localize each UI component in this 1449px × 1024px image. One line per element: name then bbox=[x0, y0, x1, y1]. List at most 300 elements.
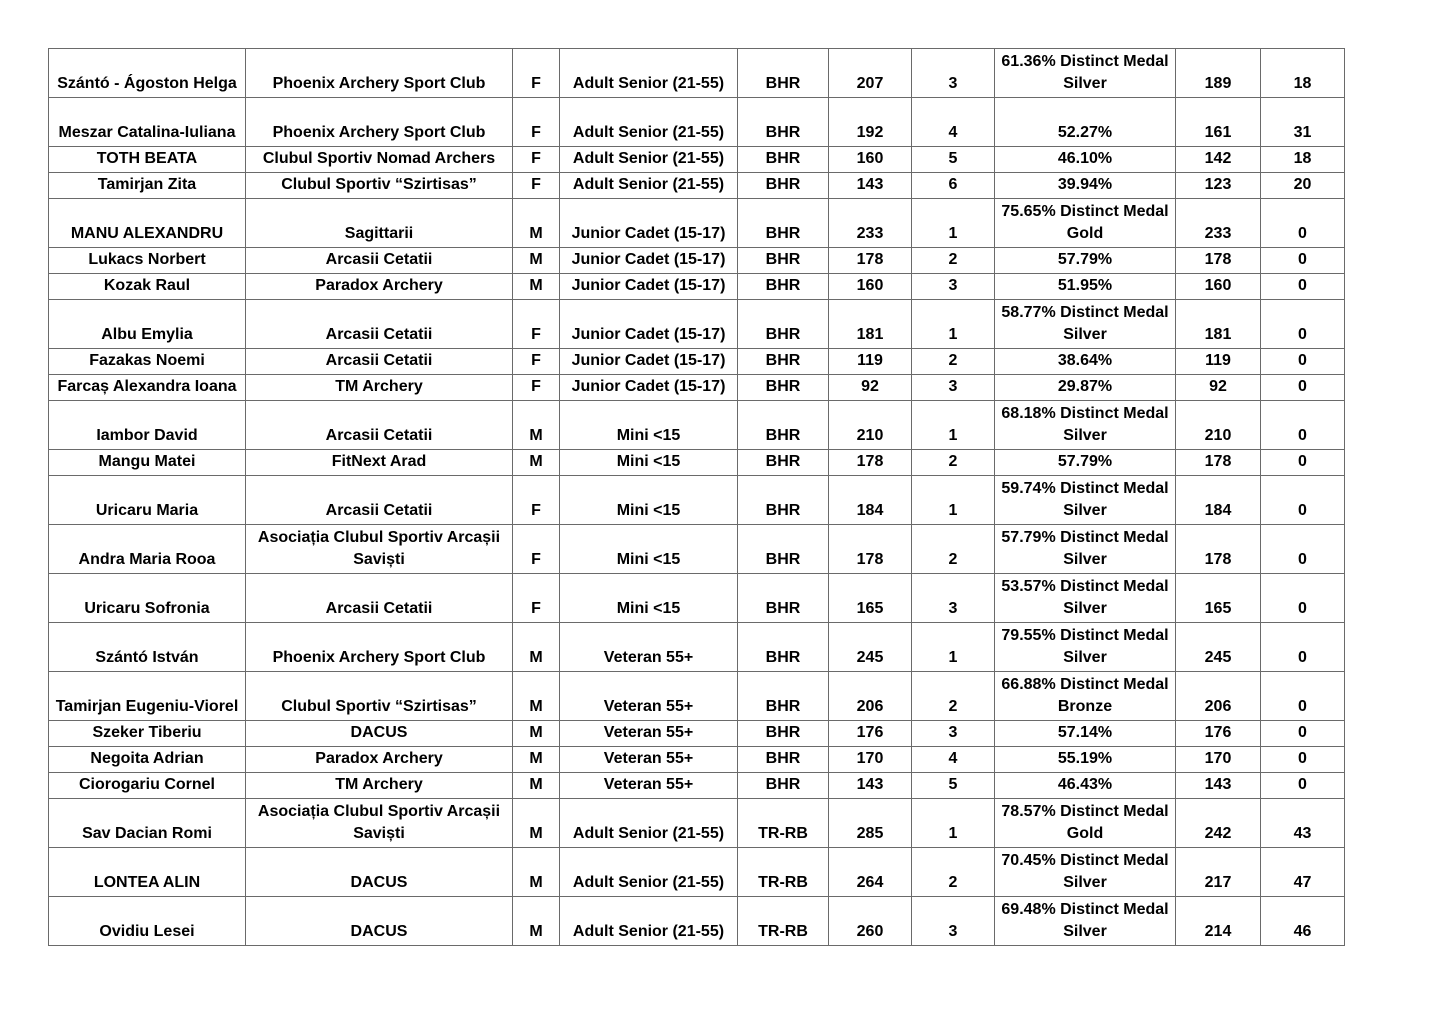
total-cell: 161 bbox=[1176, 98, 1261, 147]
bow-type-cell: BHR bbox=[738, 672, 829, 721]
place-cell: 1 bbox=[912, 199, 995, 248]
gender-cell: M bbox=[513, 199, 560, 248]
club-line: Paradox Archery bbox=[315, 277, 443, 294]
bow-type-cell: BHR bbox=[738, 49, 829, 98]
result-line: Bronze bbox=[1057, 698, 1113, 715]
athlete-name-cell: Negoita Adrian bbox=[49, 747, 246, 773]
table-row bbox=[49, 476, 1345, 525]
score-cell: 210 bbox=[829, 401, 912, 450]
club-cell bbox=[246, 721, 513, 747]
club-cell bbox=[246, 300, 513, 349]
bow-type-cell: BHR bbox=[738, 173, 829, 199]
result-line: 57.14% bbox=[1057, 724, 1113, 741]
total-cell: 242 bbox=[1176, 799, 1261, 848]
table-row bbox=[49, 897, 1345, 946]
result-cell bbox=[995, 747, 1176, 773]
club-line: Phoenix Archery Sport Club bbox=[272, 75, 486, 92]
athlete-name-cell: Mangu Matei bbox=[49, 450, 246, 476]
difference-cell: 31 bbox=[1261, 98, 1345, 147]
bow-type-cell: TR-RB bbox=[738, 799, 829, 848]
total-cell: 170 bbox=[1176, 747, 1261, 773]
athlete-name-cell: Fazakas Noemi bbox=[49, 349, 246, 375]
bow-type-cell: BHR bbox=[738, 450, 829, 476]
result-line: 46.10% bbox=[1057, 150, 1113, 167]
total-cell: 178 bbox=[1176, 525, 1261, 574]
gender-cell: M bbox=[513, 672, 560, 721]
club-line: Saviști bbox=[353, 825, 405, 842]
total-cell: 181 bbox=[1176, 300, 1261, 349]
results-table bbox=[48, 48, 1345, 946]
bow-type-cell: BHR bbox=[738, 476, 829, 525]
place-cell: 2 bbox=[912, 349, 995, 375]
bow-type-cell: BHR bbox=[738, 773, 829, 799]
gender-cell: M bbox=[513, 773, 560, 799]
club-cell bbox=[246, 349, 513, 375]
place-cell: 3 bbox=[912, 49, 995, 98]
total-cell: 206 bbox=[1176, 672, 1261, 721]
athlete-name-cell: Meszar Catalina-Iuliana bbox=[49, 98, 246, 147]
athlete-name-cell: Iambor David bbox=[49, 401, 246, 450]
bow-type-cell: BHR bbox=[738, 199, 829, 248]
score-cell: 178 bbox=[829, 248, 912, 274]
result-line: 29.87% bbox=[1057, 378, 1113, 395]
result-line: Silver bbox=[1063, 923, 1107, 940]
total-cell: 176 bbox=[1176, 721, 1261, 747]
difference-cell: 0 bbox=[1261, 672, 1345, 721]
place-cell: 1 bbox=[912, 623, 995, 672]
result-cell bbox=[995, 49, 1176, 98]
total-cell: 233 bbox=[1176, 199, 1261, 248]
gender-cell: M bbox=[513, 747, 560, 773]
place-cell: 2 bbox=[912, 450, 995, 476]
category-cell: Adult Senior (21-55) bbox=[560, 848, 738, 897]
table-row bbox=[49, 721, 1345, 747]
bow-type-cell: BHR bbox=[738, 375, 829, 401]
club-line: Clubul Sportiv Nomad Archers bbox=[262, 150, 496, 167]
result-line: Silver bbox=[1063, 874, 1107, 891]
table-row bbox=[49, 173, 1345, 199]
club-line: Sagittarii bbox=[344, 225, 414, 242]
score-cell: 165 bbox=[829, 574, 912, 623]
club-cell bbox=[246, 476, 513, 525]
gender-cell: F bbox=[513, 98, 560, 147]
difference-cell: 0 bbox=[1261, 747, 1345, 773]
result-line: 55.19% bbox=[1057, 750, 1113, 767]
bow-type-cell: BHR bbox=[738, 401, 829, 450]
result-cell bbox=[995, 147, 1176, 173]
gender-cell: F bbox=[513, 173, 560, 199]
score-cell: 264 bbox=[829, 848, 912, 897]
club-cell bbox=[246, 248, 513, 274]
category-cell: Veteran 55+ bbox=[560, 672, 738, 721]
place-cell: 6 bbox=[912, 173, 995, 199]
category-cell: Junior Cadet (15-17) bbox=[560, 375, 738, 401]
place-cell: 2 bbox=[912, 525, 995, 574]
difference-cell: 0 bbox=[1261, 401, 1345, 450]
score-cell: 181 bbox=[829, 300, 912, 349]
club-cell bbox=[246, 401, 513, 450]
gender-cell: F bbox=[513, 147, 560, 173]
difference-cell: 0 bbox=[1261, 450, 1345, 476]
gender-cell: M bbox=[513, 799, 560, 848]
category-cell: Adult Senior (21-55) bbox=[560, 98, 738, 147]
score-cell: 178 bbox=[829, 525, 912, 574]
club-line: Paradox Archery bbox=[315, 750, 443, 767]
category-cell: Junior Cadet (15-17) bbox=[560, 300, 738, 349]
gender-cell: F bbox=[513, 49, 560, 98]
place-cell: 1 bbox=[912, 300, 995, 349]
result-line: 66.88% Distinct Medal bbox=[1001, 676, 1169, 693]
bow-type-cell: BHR bbox=[738, 747, 829, 773]
athlete-name-cell: LONTEA ALIN bbox=[49, 848, 246, 897]
difference-cell: 0 bbox=[1261, 375, 1345, 401]
club-cell bbox=[246, 773, 513, 799]
score-cell: 178 bbox=[829, 450, 912, 476]
result-cell bbox=[995, 98, 1176, 147]
result-cell bbox=[995, 375, 1176, 401]
difference-cell: 0 bbox=[1261, 773, 1345, 799]
score-cell: 160 bbox=[829, 147, 912, 173]
difference-cell: 18 bbox=[1261, 147, 1345, 173]
difference-cell: 0 bbox=[1261, 574, 1345, 623]
table-row bbox=[49, 747, 1345, 773]
score-cell: 184 bbox=[829, 476, 912, 525]
club-line: Arcasii Cetatii bbox=[325, 251, 433, 268]
bow-type-cell: BHR bbox=[738, 349, 829, 375]
club-line: Arcasii Cetatii bbox=[325, 502, 433, 519]
table-row bbox=[49, 799, 1345, 848]
gender-cell: M bbox=[513, 721, 560, 747]
category-cell: Adult Senior (21-55) bbox=[560, 147, 738, 173]
athlete-name-cell: Andra Maria Rooa bbox=[49, 525, 246, 574]
bow-type-cell: BHR bbox=[738, 574, 829, 623]
club-cell bbox=[246, 375, 513, 401]
club-cell bbox=[246, 450, 513, 476]
athlete-name-cell: Sav Dacian Romi bbox=[49, 799, 246, 848]
place-cell: 5 bbox=[912, 147, 995, 173]
gender-cell: F bbox=[513, 375, 560, 401]
result-cell bbox=[995, 623, 1176, 672]
bow-type-cell: BHR bbox=[738, 300, 829, 349]
bow-type-cell: TR-RB bbox=[738, 848, 829, 897]
total-cell: 142 bbox=[1176, 147, 1261, 173]
table-row bbox=[49, 375, 1345, 401]
result-line: 46.43% bbox=[1057, 776, 1113, 793]
result-cell bbox=[995, 574, 1176, 623]
club-cell bbox=[246, 147, 513, 173]
category-cell: Mini <15 bbox=[560, 476, 738, 525]
difference-cell: 0 bbox=[1261, 199, 1345, 248]
result-cell bbox=[995, 300, 1176, 349]
club-line: DACUS bbox=[350, 923, 408, 940]
athlete-name-cell: Szántó István bbox=[49, 623, 246, 672]
bow-type-cell: BHR bbox=[738, 721, 829, 747]
result-line: 38.64% bbox=[1057, 352, 1113, 369]
table-row bbox=[49, 147, 1345, 173]
place-cell: 1 bbox=[912, 799, 995, 848]
athlete-name-cell: Uricaru Sofronia bbox=[49, 574, 246, 623]
club-line: Asociația Clubul Sportiv Arcașii bbox=[257, 529, 501, 546]
score-cell: 160 bbox=[829, 274, 912, 300]
category-cell: Mini <15 bbox=[560, 525, 738, 574]
result-cell bbox=[995, 450, 1176, 476]
gender-cell: F bbox=[513, 525, 560, 574]
category-cell: Junior Cadet (15-17) bbox=[560, 248, 738, 274]
total-cell: 119 bbox=[1176, 349, 1261, 375]
score-cell: 176 bbox=[829, 721, 912, 747]
table-row bbox=[49, 848, 1345, 897]
bow-type-cell: BHR bbox=[738, 147, 829, 173]
gender-cell: M bbox=[513, 248, 560, 274]
result-line: 57.79% bbox=[1057, 251, 1113, 268]
athlete-name-cell: Lukacs Norbert bbox=[49, 248, 246, 274]
place-cell: 3 bbox=[912, 375, 995, 401]
place-cell: 3 bbox=[912, 274, 995, 300]
result-line: Gold bbox=[1066, 825, 1104, 842]
score-cell: 192 bbox=[829, 98, 912, 147]
club-cell bbox=[246, 574, 513, 623]
difference-cell: 0 bbox=[1261, 525, 1345, 574]
result-cell bbox=[995, 199, 1176, 248]
result-line: 69.48% Distinct Medal bbox=[1001, 901, 1169, 918]
table-row bbox=[49, 274, 1345, 300]
difference-cell: 0 bbox=[1261, 623, 1345, 672]
bow-type-cell: BHR bbox=[738, 623, 829, 672]
category-cell: Veteran 55+ bbox=[560, 747, 738, 773]
result-line: 79.55% Distinct Medal bbox=[1001, 627, 1169, 644]
athlete-name-cell: Szeker Tiberiu bbox=[49, 721, 246, 747]
table-row bbox=[49, 574, 1345, 623]
table-row bbox=[49, 98, 1345, 147]
category-cell: Mini <15 bbox=[560, 574, 738, 623]
result-line: 51.95% bbox=[1057, 277, 1113, 294]
result-line: Silver bbox=[1063, 75, 1107, 92]
place-cell: 4 bbox=[912, 98, 995, 147]
result-cell bbox=[995, 672, 1176, 721]
club-line: Arcasii Cetatii bbox=[325, 326, 433, 343]
club-line: Arcasii Cetatii bbox=[325, 600, 433, 617]
club-cell bbox=[246, 623, 513, 672]
result-line: Silver bbox=[1063, 551, 1107, 568]
table-row bbox=[49, 672, 1345, 721]
difference-cell: 0 bbox=[1261, 349, 1345, 375]
place-cell: 2 bbox=[912, 672, 995, 721]
total-cell: 165 bbox=[1176, 574, 1261, 623]
score-cell: 92 bbox=[829, 375, 912, 401]
result-line: Silver bbox=[1063, 600, 1107, 617]
club-cell bbox=[246, 799, 513, 848]
club-cell bbox=[246, 49, 513, 98]
category-cell: Adult Senior (21-55) bbox=[560, 49, 738, 98]
category-cell: Mini <15 bbox=[560, 401, 738, 450]
bow-type-cell: BHR bbox=[738, 274, 829, 300]
difference-cell: 46 bbox=[1261, 897, 1345, 946]
score-cell: 285 bbox=[829, 799, 912, 848]
gender-cell: F bbox=[513, 574, 560, 623]
result-line: 39.94% bbox=[1057, 176, 1113, 193]
difference-cell: 0 bbox=[1261, 248, 1345, 274]
difference-cell: 0 bbox=[1261, 300, 1345, 349]
result-line: 75.65% Distinct Medal bbox=[1001, 203, 1169, 220]
result-cell bbox=[995, 897, 1176, 946]
gender-cell: F bbox=[513, 476, 560, 525]
score-cell: 143 bbox=[829, 173, 912, 199]
result-cell bbox=[995, 173, 1176, 199]
category-cell: Mini <15 bbox=[560, 450, 738, 476]
athlete-name-cell: Ovidiu Lesei bbox=[49, 897, 246, 946]
category-cell: Adult Senior (21-55) bbox=[560, 173, 738, 199]
club-cell bbox=[246, 199, 513, 248]
table-row bbox=[49, 623, 1345, 672]
table-row bbox=[49, 49, 1345, 98]
club-line: TM Archery bbox=[335, 378, 423, 395]
total-cell: 217 bbox=[1176, 848, 1261, 897]
club-cell bbox=[246, 98, 513, 147]
result-line: 57.79% Distinct Medal bbox=[1001, 529, 1169, 546]
club-line: Saviști bbox=[353, 551, 405, 568]
total-cell: 178 bbox=[1176, 248, 1261, 274]
athlete-name-cell: MANU ALEXANDRU bbox=[49, 199, 246, 248]
result-cell bbox=[995, 773, 1176, 799]
table-row bbox=[49, 349, 1345, 375]
club-cell bbox=[246, 897, 513, 946]
results-body bbox=[49, 49, 1345, 946]
category-cell: Veteran 55+ bbox=[560, 721, 738, 747]
category-cell: Adult Senior (21-55) bbox=[560, 799, 738, 848]
table-row bbox=[49, 401, 1345, 450]
difference-cell: 0 bbox=[1261, 274, 1345, 300]
category-cell: Veteran 55+ bbox=[560, 623, 738, 672]
table-row bbox=[49, 450, 1345, 476]
difference-cell: 18 bbox=[1261, 49, 1345, 98]
total-cell: 210 bbox=[1176, 401, 1261, 450]
total-cell: 245 bbox=[1176, 623, 1261, 672]
athlete-name-cell: Albu Emylia bbox=[49, 300, 246, 349]
result-line: 59.74% Distinct Medal bbox=[1001, 480, 1169, 497]
result-cell bbox=[995, 274, 1176, 300]
result-cell bbox=[995, 848, 1176, 897]
total-cell: 143 bbox=[1176, 773, 1261, 799]
athlete-name-cell: Ciorogariu Cornel bbox=[49, 773, 246, 799]
club-cell bbox=[246, 747, 513, 773]
score-cell: 233 bbox=[829, 199, 912, 248]
club-line: DACUS bbox=[350, 724, 408, 741]
table-row bbox=[49, 773, 1345, 799]
table-row bbox=[49, 525, 1345, 574]
score-cell: 206 bbox=[829, 672, 912, 721]
gender-cell: M bbox=[513, 450, 560, 476]
category-cell: Junior Cadet (15-17) bbox=[560, 199, 738, 248]
category-cell: Veteran 55+ bbox=[560, 773, 738, 799]
result-cell bbox=[995, 799, 1176, 848]
club-line: Arcasii Cetatii bbox=[325, 427, 433, 444]
table-row bbox=[49, 300, 1345, 349]
club-line: Asociația Clubul Sportiv Arcașii bbox=[257, 803, 501, 820]
club-cell bbox=[246, 173, 513, 199]
gender-cell: M bbox=[513, 401, 560, 450]
result-line: 58.77% Distinct Medal bbox=[1001, 304, 1169, 321]
score-cell: 260 bbox=[829, 897, 912, 946]
place-cell: 3 bbox=[912, 574, 995, 623]
athlete-name-cell: Uricaru Maria bbox=[49, 476, 246, 525]
club-line: Clubul Sportiv “Szirtisas” bbox=[281, 698, 477, 715]
result-line: 52.27% bbox=[1057, 124, 1113, 141]
difference-cell: 0 bbox=[1261, 721, 1345, 747]
total-cell: 123 bbox=[1176, 173, 1261, 199]
result-line: 68.18% Distinct Medal bbox=[1001, 405, 1169, 422]
athlete-name-cell: Szántó - Ágoston Helga bbox=[49, 49, 246, 98]
athlete-name-cell: Kozak Raul bbox=[49, 274, 246, 300]
result-line: 53.57% Distinct Medal bbox=[1001, 578, 1169, 595]
result-line: 61.36% Distinct Medal bbox=[1001, 53, 1169, 70]
table-row bbox=[49, 248, 1345, 274]
gender-cell: F bbox=[513, 349, 560, 375]
club-line: TM Archery bbox=[335, 776, 423, 793]
gender-cell: M bbox=[513, 848, 560, 897]
club-cell bbox=[246, 848, 513, 897]
result-line: Silver bbox=[1063, 502, 1107, 519]
difference-cell: 43 bbox=[1261, 799, 1345, 848]
table-row bbox=[49, 199, 1345, 248]
score-cell: 245 bbox=[829, 623, 912, 672]
score-cell: 119 bbox=[829, 349, 912, 375]
bow-type-cell: TR-RB bbox=[738, 897, 829, 946]
score-cell: 170 bbox=[829, 747, 912, 773]
result-cell bbox=[995, 349, 1176, 375]
club-cell bbox=[246, 274, 513, 300]
difference-cell: 47 bbox=[1261, 848, 1345, 897]
total-cell: 178 bbox=[1176, 450, 1261, 476]
total-cell: 189 bbox=[1176, 49, 1261, 98]
club-cell bbox=[246, 525, 513, 574]
result-cell bbox=[995, 721, 1176, 747]
total-cell: 214 bbox=[1176, 897, 1261, 946]
category-cell: Junior Cadet (15-17) bbox=[560, 274, 738, 300]
category-cell: Junior Cadet (15-17) bbox=[560, 349, 738, 375]
club-line: DACUS bbox=[350, 874, 408, 891]
result-line: 57.79% bbox=[1057, 453, 1113, 470]
place-cell: 2 bbox=[912, 248, 995, 274]
result-line: Silver bbox=[1063, 649, 1107, 666]
result-line: 70.45% Distinct Medal bbox=[1001, 852, 1169, 869]
club-line: FitNext Arad bbox=[331, 453, 427, 470]
gender-cell: F bbox=[513, 300, 560, 349]
score-cell: 143 bbox=[829, 773, 912, 799]
bow-type-cell: BHR bbox=[738, 248, 829, 274]
gender-cell: M bbox=[513, 623, 560, 672]
result-line: Silver bbox=[1063, 326, 1107, 343]
place-cell: 2 bbox=[912, 848, 995, 897]
score-cell: 207 bbox=[829, 49, 912, 98]
athlete-name-cell: Tamirjan Eugeniu-Viorel bbox=[49, 672, 246, 721]
gender-cell: M bbox=[513, 274, 560, 300]
place-cell: 4 bbox=[912, 747, 995, 773]
place-cell: 1 bbox=[912, 401, 995, 450]
result-cell bbox=[995, 401, 1176, 450]
place-cell: 1 bbox=[912, 476, 995, 525]
result-line: 78.57% Distinct Medal bbox=[1001, 803, 1169, 820]
athlete-name-cell: Farcaș Alexandra Ioana bbox=[49, 375, 246, 401]
total-cell: 184 bbox=[1176, 476, 1261, 525]
total-cell: 160 bbox=[1176, 274, 1261, 300]
athlete-name-cell: Tamirjan Zita bbox=[49, 173, 246, 199]
club-cell bbox=[246, 672, 513, 721]
athlete-name-cell: TOTH BEATA bbox=[49, 147, 246, 173]
club-line: Phoenix Archery Sport Club bbox=[272, 124, 486, 141]
result-cell bbox=[995, 476, 1176, 525]
place-cell: 5 bbox=[912, 773, 995, 799]
result-cell bbox=[995, 525, 1176, 574]
